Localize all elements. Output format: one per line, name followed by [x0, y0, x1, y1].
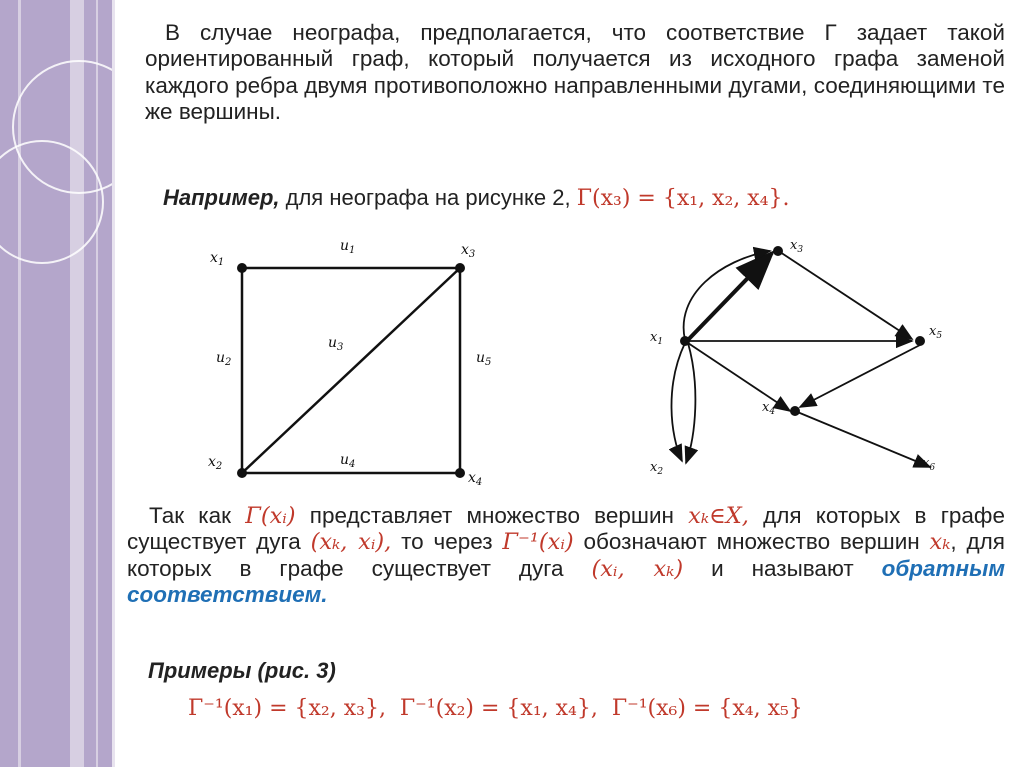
text-fragment: и называют — [711, 555, 854, 581]
emphasis-term: обратным соответствием. — [127, 555, 1005, 607]
text-fragment: , для которых в графе существует дуга — [127, 529, 1005, 581]
formula-fragment: (xᵢ, xₖ) — [591, 555, 684, 582]
text-fragment: для которых в графе существует дуга — [127, 503, 1005, 555]
examples-heading: Примеры (рис. 3) — [148, 658, 336, 683]
text-fragment: представляет множество вершин — [309, 503, 674, 528]
edge-label-u4: $u_4$ — [340, 452, 356, 470]
vertex-label-x2: $x_2$ — [650, 460, 664, 477]
vertex-label-x6: $x_6$ — [922, 456, 936, 473]
text-fragment: Так как — [149, 503, 231, 528]
formula-fragment: (xₖ, xᵢ), — [310, 529, 392, 556]
vertex-label-x2: $x_2$ — [208, 454, 223, 472]
intro-paragraph: В случае неографа, предполагается, что соответствие Г задает такой ориентированный граф, который получается из исходного графа заменой каждого ребра двумя противоположно направленными дугами, соединяющими те же вершины. — [145, 20, 1005, 124]
example-text: для неографа на рисунке 2, — [285, 185, 571, 210]
vertex-x1 — [680, 336, 690, 346]
vertex-x1 — [237, 263, 247, 273]
edge-label-u2: $u_2$ — [216, 350, 232, 368]
example-formula: Γ(x₃) = {x₁, x₂, x₄}. — [576, 186, 790, 211]
edge-label-u5: $u_5$ — [476, 350, 492, 368]
edge-label-u3: $u_3$ — [328, 335, 344, 353]
formula-fragment: xₖ∈X, — [688, 503, 749, 529]
vertex-label-x3: $x_3$ — [790, 238, 804, 255]
examples-formula: Γ⁻¹(x₁) = {x₂, x₃}, Γ⁻¹(x₂) = {x₁, x₄}, Γ⁻¹(x₆) = {x₄, x₅} — [188, 696, 803, 721]
sidebar-divider — [112, 0, 115, 767]
vertex-x4 — [790, 406, 800, 416]
vertex-label-x4: $x_4$ — [762, 400, 776, 417]
decorative-sidebar — [0, 0, 112, 767]
text-fragment: то через — [401, 529, 493, 555]
vertex-label-x1: $x_1$ — [210, 250, 225, 268]
edge-u3 — [242, 268, 460, 473]
vertex-x4 — [455, 468, 465, 478]
vertex-x3 — [455, 263, 465, 273]
text-fragment: обозначают множество вершин — [583, 529, 920, 555]
vertex-label-x4: $x_4$ — [468, 470, 483, 488]
edge-label-u1: $u_1$ — [340, 238, 356, 256]
vertex-x2 — [237, 468, 247, 478]
vertex-label-x5: $x_5$ — [929, 324, 943, 341]
formula-fragment: Γ(xᵢ) — [245, 503, 296, 529]
example-line — [163, 185, 789, 211]
inverse-definition-paragraph — [127, 503, 1005, 608]
vertex-label-x1: $x_1$ — [650, 330, 664, 347]
vertex-x5 — [915, 336, 925, 346]
example-label: Например, — [163, 185, 280, 210]
directed-graph-figure — [640, 235, 960, 480]
undirected-graph-figure — [190, 232, 510, 497]
vertex-label-x3: $x_3$ — [461, 242, 476, 260]
formula-fragment: Γ⁻¹(xᵢ) — [502, 529, 574, 556]
formula-fragment: xₖ — [929, 529, 951, 556]
vertex-x3 — [773, 246, 783, 256]
